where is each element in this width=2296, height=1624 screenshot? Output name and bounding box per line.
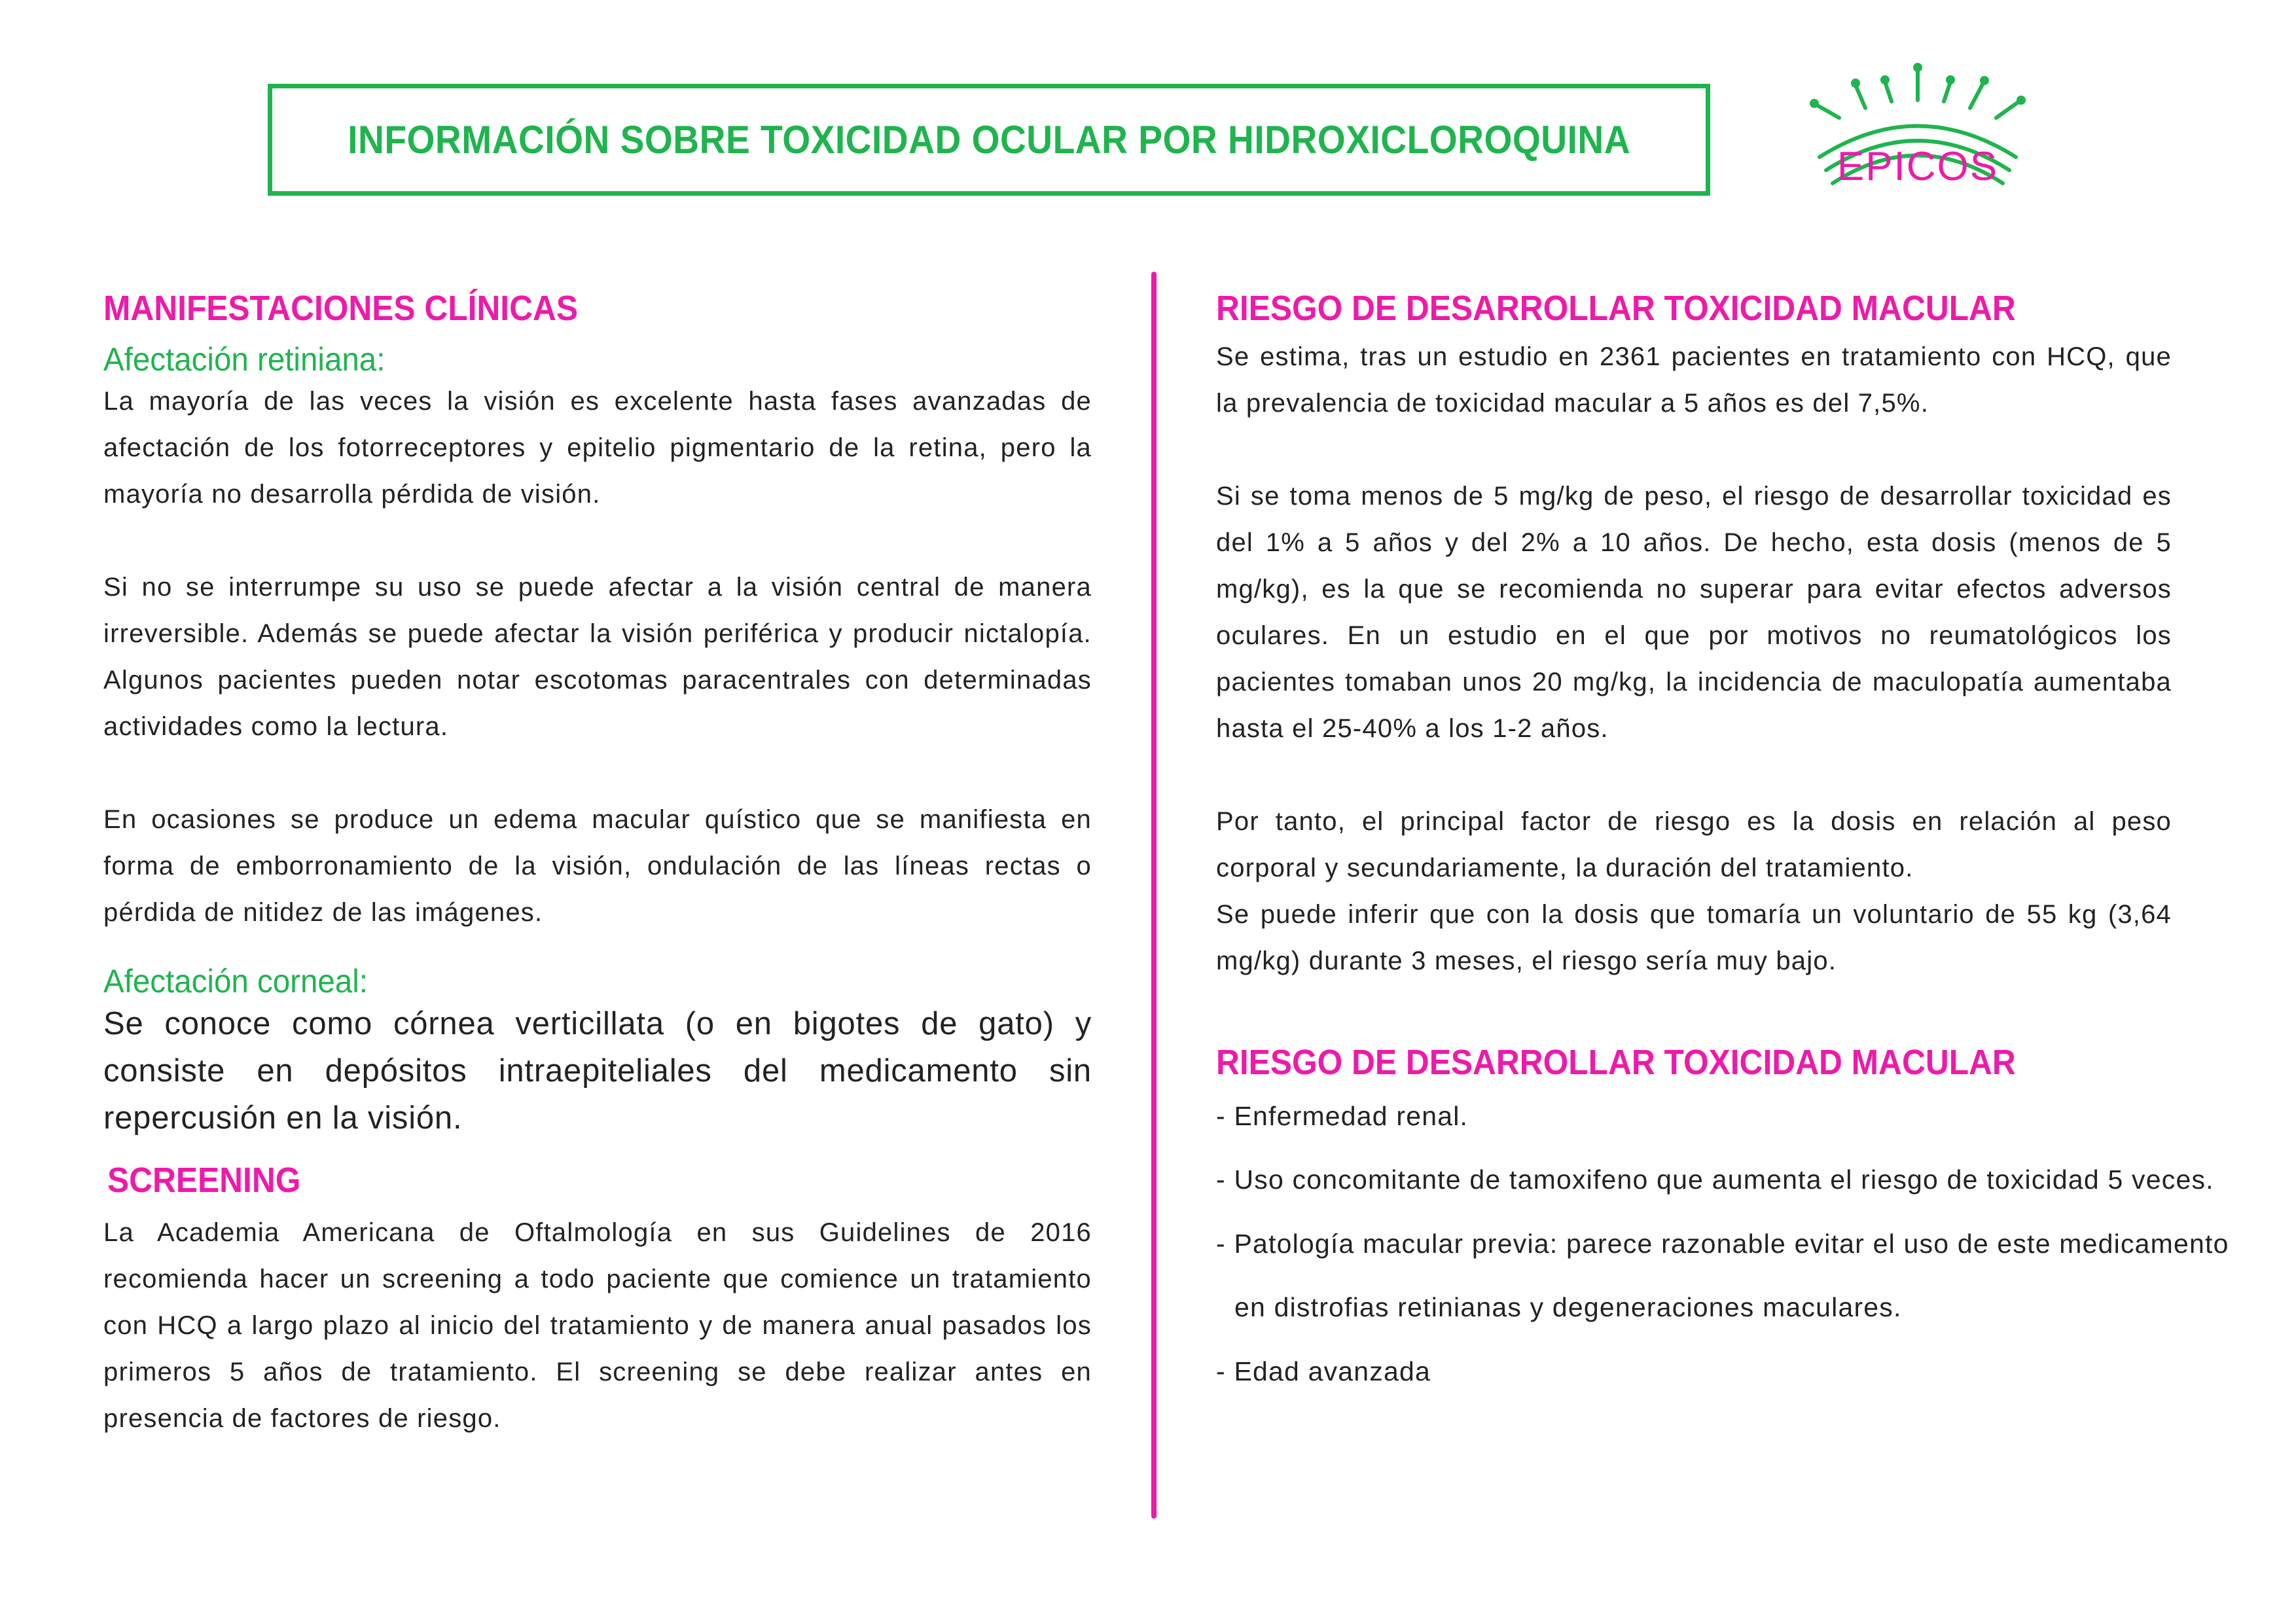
- screening-title: SCREENING: [107, 1161, 301, 1200]
- list-item: - Uso concomitante de tamoxifeno que aumenta el riesgo de toxicidad 5 veces.: [1216, 1164, 2214, 1195]
- corneal-subtitle: Afectación corneal:: [103, 963, 368, 1000]
- logo-text: EPICOS: [1837, 144, 1999, 189]
- epicos-logo: [1787, 56, 2049, 206]
- riesgo-paragraph-3: Por tanto, el principal factor de riesgo es la dosis en relación al peso corporal y secundariamente, la duración del tratamiento.: [1216, 807, 2172, 882]
- corneal-paragraph: Se conoce como córnea verticillata (o en bigotes de gato) y consiste en depósitos intraepiteliales del medicamento sin repercusión en la visión.: [103, 1006, 1092, 1136]
- riesgo-paragraph-2: Si se toma menos de 5 mg/kg de peso, el riesgo de desarrollar toxicidad es del 1% a 5 años y del 2% a 10 años. De hecho, esta dosis (menos de 5 mg/kg), es la que se recomienda no superar para evitar efectos adversos oculares. En un estudio en el que por motivos no reumatológicos los pacientes tomaban unos 20 mg/kg, la incidencia de maculopatía aumentaba hasta el 25-40% a los 1-2 años.: [1216, 482, 2172, 743]
- riesgo-title-1: RIESGO DE DESARROLLAR TOXICIDAD MACULAR: [1216, 289, 2016, 328]
- riesgo-paragraph-4: Se puede inferir que con la dosis que tomaría un voluntario de 55 kg (3,64 mg/kg) durante 3 meses, el riesgo sería muy bajo.: [1216, 900, 2172, 975]
- left-column: [103, 288, 1092, 1442]
- riesgo-paragraph-1: Se estima, tras un estudio en 2361 pacientes en tratamiento con HCQ, que la prevalencia de toxicidad macular a 5 años es del 7,5%.: [1216, 342, 2172, 418]
- logo-ray: [1856, 85, 1865, 108]
- retiniana-paragraph-2: Si no se interrumpe su uso se puede afectar a la visión central de manera irreversible. Además se puede afectar la visión periférica y producir nictalopía. Algunos pacientes pueden notar escotomas paracentrales con determinadas actividades como la lectura.: [103, 573, 1092, 741]
- retiniana-paragraph-1: La mayoría de las veces la visión es excelente hasta fases avanzadas de afectación de los fotorreceptores y epitelio pigmentario de la retina, pero la mayoría no desarrolla pérdida de visión.: [103, 387, 1092, 509]
- list-item-continuation: en distrofias retinianas y degeneraciones maculares.: [1234, 1292, 1902, 1322]
- column-divider: [1151, 272, 1157, 1519]
- list-item: - Edad avanzada: [1216, 1356, 1431, 1386]
- screening-paragraph: La Academia Americana de Oftalmología en sus Guidelines de 2016 recomienda hacer un screening a todo paciente que comience un tratamiento con HCQ a largo plazo al inicio del tratamiento y de manera anual pasados los primeros 5 años de tratamiento. El screening se debe realizar antes en presencia de factores de riesgo.: [103, 1218, 1092, 1433]
- retiniana-subtitle: Afectación retiniana:: [103, 341, 386, 378]
- risk-factor-list: [1216, 1100, 2229, 1388]
- manifestaciones-title: MANIFESTACIONES CLÍNICAS: [103, 289, 578, 328]
- list-item: - Patología macular previa: parece razonable evitar el uso de este medicamento: [1216, 1229, 2229, 1259]
- riesgo-title-2: RIESGO DE DESARROLLAR TOXICIDAD MACULAR: [1216, 1043, 2016, 1082]
- page-title: INFORMACIÓN SOBRE TOXICIDAD OCULAR POR HIDROXICLOROQUINA: [348, 118, 1630, 162]
- title-box: [268, 84, 1710, 196]
- retiniana-paragraph-3: En ocasiones se produce un edema macular quístico que se manifiesta en forma de emborronamiento de la visión, ondulación de las líneas rectas o pérdida de nitidez de las imágenes.: [103, 805, 1092, 927]
- right-column: [1216, 288, 2229, 1388]
- list-item: - Enfermedad renal.: [1216, 1101, 1469, 1131]
